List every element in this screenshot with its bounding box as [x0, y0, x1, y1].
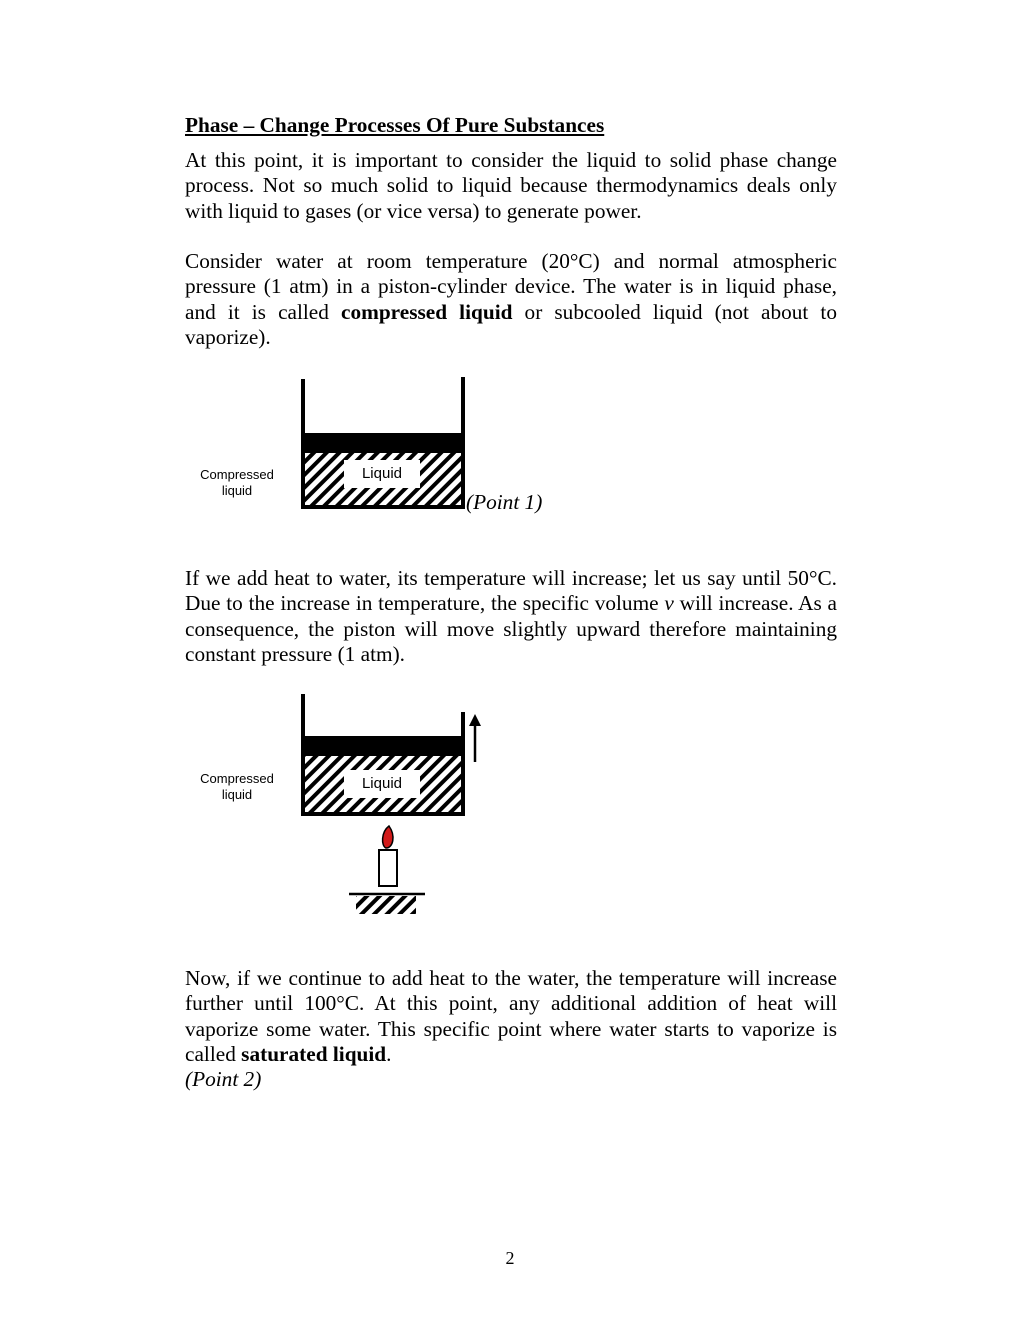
paragraph-compressed-liquid: [185, 249, 837, 350]
italic-symbol: v: [664, 591, 674, 616]
side-label-line: liquid: [221, 482, 253, 498]
liquid-label: Liquid: [361, 775, 403, 792]
paragraph-intro: At this point, it is important to consider the liquid to solid phase change process. Not so much solid to liquid because thermodynamics deals only with liquid to gases (or vice versa) to generate power.: [185, 148, 837, 223]
up-arrow-icon: [469, 714, 481, 762]
piston: [305, 433, 461, 453]
bold-term: compressed liquid: [341, 299, 513, 324]
side-label-compressed-liquid: [190, 771, 284, 802]
cylinder-left-wall: [301, 379, 305, 509]
cylinder-bottom: [301, 812, 465, 816]
paragraph-text: If we add heat to water, its temperature will increase; let us say until 50°C. Due to the increase in temperature, the specific volume: [185, 566, 837, 616]
paragraph-saturated-liquid: [185, 966, 837, 1067]
section-heading: Phase – Change Processes Of Pure Substances: [185, 113, 605, 137]
cylinder-right-wall: [461, 377, 465, 509]
paragraph-heating: [185, 566, 837, 667]
point-2-label: (Point 2): [185, 1067, 262, 1091]
paragraph-text: Now, if we continue to add heat to the water, the temperature will increase further until 100°C. At this point, any additional addition of heat will vaporize some water. This specific point where water starts to vaporize is called: [185, 966, 837, 1066]
page-number: 2: [505, 1248, 515, 1268]
side-label-line: Compressed: [200, 467, 274, 482]
paragraph-text: or subcooled liquid (not about to vaporize).: [185, 299, 837, 349]
paragraph-text: .: [386, 1041, 392, 1066]
piston-cylinder-figure-2: [301, 694, 481, 914]
cylinder-left-wall: [301, 694, 305, 816]
point-1-label: (Point 1): [466, 490, 543, 514]
piston-cylinder-figure-1: [301, 377, 465, 509]
candle-icon: [349, 826, 425, 914]
piston: [305, 736, 461, 756]
side-label-line: Compressed: [200, 771, 274, 786]
cylinder-bottom: [301, 505, 465, 509]
liquid-label: Liquid: [361, 465, 403, 482]
bold-term: saturated liquid: [241, 1041, 387, 1066]
paragraph-text: Consider water at room temperature (20°C) and normal atmospheric pressure (1 atm) in a piston-cylinder device. The water is in liquid phase, and it is called: [185, 249, 837, 324]
side-label-line: liquid: [221, 786, 253, 802]
cylinder-right-wall: [461, 712, 465, 816]
paragraph-text: will increase. As a consequence, the piston will move slightly upward therefore maintaining constant pressure (1 atm).: [185, 591, 838, 666]
flame-icon: [383, 826, 393, 848]
side-label-compressed-liquid: [190, 467, 284, 498]
